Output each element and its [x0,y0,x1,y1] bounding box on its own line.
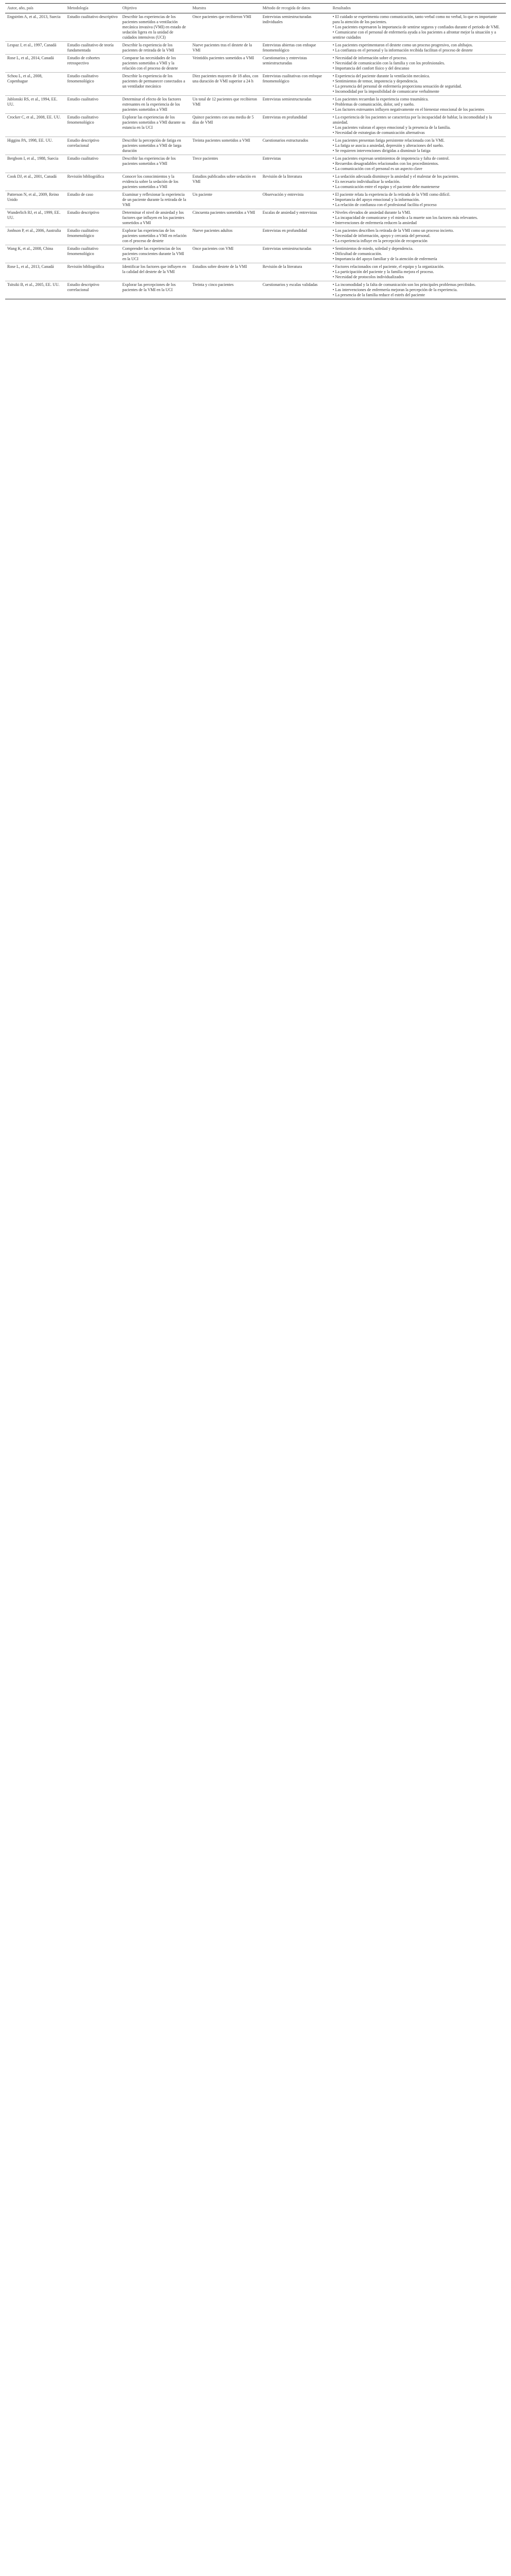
cell-author: Engström A, et al., 2013, Suecia [7,14,61,19]
cell-collection: Entrevistas en profundidad [262,228,307,233]
table-row [5,245,506,263]
cell-author: Lespaz J, et al., 1997, Canadá [7,43,57,47]
cell-objective: Explorar las experiencias de los pacientes sometidos a VMI durante su estancia en la UCI [122,115,185,130]
cell-author: Jablonski RS, et al., 1994, EE. UU. [7,97,58,107]
cell-sample: Nueve pacientes tras el destete de la VMI [192,43,252,53]
cell-results: • Experiencia del paciente durante la ventilación mecánica. • Sentimientos de temor, impotencia y dependencia. • La presencia del personal de enfermería proporciona sensación de seguridad. • Incomodidad por la imposibilidad de comunicarse verbalmente [332,74,462,94]
cell-collection: Cuestionarios y entrevistas semiestructuradas [262,56,307,65]
table-row [5,42,506,55]
table-body [5,13,506,299]
cell-method: Estudio cualitativo fenomenológico [67,228,98,238]
table-row [5,96,506,114]
table-row [5,73,506,96]
cell-results: • Los pacientes recuerdan la experiencia como traumática. • Problemas de comunicación, dolor, sed y sueño. • Los factores estresantes influyen negativamente en el bienestar emocional de los pacientes [332,97,485,112]
cell-results: • El cuidado se experimenta como comunicación, tanto verbal como no verbal, lo que es importante para la atención de los pacientes. • Los pacientes expresaron la importancia de sentirse seguros y confiados durante el periodo de VMI. • Comunicarse con el personal de enfermería ayuda a los pacientes a afrontar mejor la situación y a sentirse cuidados [332,14,500,40]
cell-sample: Diez pacientes mayores de 18 años, con una duración de VMI superior a 24 h [192,74,259,83]
header-author: Autor, año, país [5,4,65,13]
cell-author: Crocker C, et al., 2008, EE. UU. [7,115,61,120]
cell-objective: Describir la experiencia de los pacientes de retirada de la VMI [122,43,175,53]
cell-objective: Examinar y reflexionar la experiencia de un paciente durante la retirada de la VMI [122,192,186,207]
cell-collection: Entrevistas semiestructuradas individuales [262,14,312,24]
cell-method: Revisión bibliográfica [67,264,104,269]
cell-sample: Un total de 12 pacientes que recibieron VMI [192,97,257,107]
cell-objective: Describir la percepción de fatiga en pacientes sometidos a VMI de larga duración [122,138,182,153]
cell-author: Cook DJ, et al., 2001, Canadá [7,174,57,179]
cell-results: • Necesidad de información sobre el proceso. • Necesidad de comunicación con la familia y con los profesionales. • Importancia del confort físico y del descanso [332,56,445,71]
cell-method: Revisión bibliográfica [67,174,104,179]
cell-method: Estudio cualitativo fenomenológico [67,115,98,125]
cell-results: • Los pacientes experimentaron el destete como un proceso progresivo, con altibajos. • La confianza en el personal y la información recibida facilitan el proceso de destete [332,43,473,53]
cell-objective: Determinar el efecto de los factores estresantes en la experiencia de los pacientes sometidos a VMI [122,97,181,112]
table-row [5,281,506,299]
table-row [5,227,506,245]
cell-objective: Identificar los factores que influyen en la calidad del destete de la VMI [122,264,186,274]
cell-objective: Determinar el nivel de ansiedad y los factores que influyen en los pacientes sometidos a VMI [122,210,184,225]
table-row [5,173,506,191]
table-row [5,114,506,137]
cell-results: • La sedación adecuada disminuye la ansiedad y el malestar de los pacientes. • Es necesario individualizar la sedación. • La comunicación entre el equipo y el paciente debe mantenerse [332,174,459,189]
cell-method: Estudio cualitativo descriptivo [67,14,118,19]
cell-results: • Los pacientes presentan fatiga persistente relacionada con la VMI. • La fatiga se asocia a ansiedad, depresión y alteraciones del sueño. • Se requieren intervenciones dirigidas a disminuir la fatiga [332,138,445,153]
header-objective: Objetivo [121,4,191,13]
cell-method: Estudio de caso [67,192,93,197]
cell-collection: Cuestionarios y escalas validadas [262,282,318,287]
cell-sample: Quince pacientes con una media de 5 días de VMI [192,115,254,125]
cell-author: Bergbom I, et al., 1988, Suecia [7,156,59,161]
studies-table [5,3,506,299]
cell-method: Estudio cualitativo de teoría fundamentada [67,43,114,53]
cell-author: Tsitsiki B, et al., 2005, EE. UU. [7,282,60,287]
cell-results: • Los pacientes expresan sentimientos de impotencia y falta de control. • Recuerdos desagradables relacionados con los procedimientos. • La comunicación con el personal es un aspecto clave [332,156,450,171]
cell-results: • El paciente relata la experiencia de la retirada de la VMI como difícil. • Importancia del apoyo emocional y la información. • La relación de confianza con el profesional facilita el proceso [332,192,451,207]
cell-results: • Niveles elevados de ansiedad durante la VMI. • La incapacidad de comunicarse y el miedo a la muerte son los factores más relevantes. • Intervenciones de enfermería reducen la ansiedad [332,210,478,225]
table-row [5,263,506,281]
cell-method: Estudio cualitativo [67,156,98,161]
cell-sample: Once pacientes con VMI [192,246,234,251]
table-row [5,155,506,173]
cell-author: Wunderlich RJ, et al., 1999, EE. UU. [7,210,61,220]
cell-results: • La incomodidad y la falta de comunicación son los principales problemas percibidos. • Las intervenciones de enfermería mejoran la percepción de la experiencia. • La presencia de la familia reduce el estrés del paciente [332,282,476,297]
cell-method: Estudio descriptivo [67,210,99,215]
cell-objective: Conocer los conocimientos y la evidencia sobre la sedación de los pacientes sometidos a VMI [122,174,179,189]
cell-objective: Explorar las percepciones de los pacientes de la VMI en la UCI [122,282,176,292]
cell-objective: Describir la experiencia de los pacientes de permanecer conectados a un ventilador mecánico [122,74,185,89]
cell-objective: Comparar las necesidades de los pacientes sometidos a VMI y la relación con el proceso de destete [122,56,178,71]
cell-sample: Treinta y cinco pacientes [192,282,234,287]
cell-author: Higgins PA, 1998, EE. UU. [7,138,53,143]
cell-sample: Treinta pacientes sometidos a VMI [192,138,250,143]
cell-collection: Entrevistas semiestructuradas [262,97,312,101]
table-row [5,137,506,155]
cell-sample: Once pacientes que recibieron VMI [192,14,251,19]
cell-author: Rose L, et al., 2014, Canadá [7,56,54,60]
cell-method: Estudio de cohortes retrospectivo [67,56,100,65]
cell-objective: Describir las experiencias de los pacientes sometidos a ventilación mecánica invasiva (VMI) en estado de sedación ligera en la unidad de cuidados intensivos (UCI) [122,14,186,40]
table-row [5,13,506,42]
cell-author: Wang K, et al., 2008, China [7,246,53,251]
cell-sample: Un paciente [192,192,213,197]
cell-author: Patterson N, et al., 2009, Reino Unido [7,192,59,202]
cell-objective: Comprender las experiencias de los pacientes conscientes durante la VMI en la UCI [122,246,184,261]
table-row [5,55,506,73]
cell-method: Estudio cualitativo fenomenológico [67,246,98,256]
table-row [5,191,506,209]
cell-collection: Entrevistas abiertas con enfoque fenomenológico [262,43,316,53]
cell-objective: Explorar las experiencias de los pacientes sometidos a VMI en relación con el proceso de destete [122,228,187,243]
cell-sample: Cincuenta pacientes sometidos a VMI [192,210,256,215]
cell-results: • Los pacientes describen la retirada de la VMI como un proceso incierto. • Necesidad de información, apoyo y cercanía del personal. • La experiencia influye en la percepción de recuperación [332,228,454,243]
cell-collection: Revisión de la literatura [262,174,302,179]
cell-method: Estudio cualitativo fenomenológico [67,74,98,83]
cell-sample: Estudios publicados sobre sedación en VMI [192,174,256,184]
cell-author: Rose L, et al., 2013, Canadá [7,264,54,269]
cell-collection: Entrevistas semiestructuradas [262,246,312,251]
cell-collection: Observación y entrevista [262,192,304,197]
cell-collection: Entrevistas [262,156,281,161]
cell-sample: Estudios sobre destete de la VMI [192,264,247,269]
document-page [5,0,506,302]
header-results: Resultados [331,4,506,13]
cell-collection: Revisión de la literatura [262,264,302,269]
cell-author: Schou L, et al., 2008, Copenhague [7,74,43,83]
cell-results: • Factores relacionados con el paciente, el equipo y la organización. • La participación del paciente y la familia mejora el proceso. • Necesidad de protocolos individualizados [332,264,445,279]
table-header-row [5,4,506,13]
cell-sample: Nueve pacientes adultos [192,228,233,233]
cell-results: • Sentimientos de miedo, soledad y dependencia. • Dificultad de comunicación. • Importancia del apoyo familiar y de la atención de enfermería [332,246,437,261]
cell-collection: Entrevistas cualitativas con enfoque fenomenológico [262,74,322,83]
cell-method: Estudio descriptivo correlacional [67,138,99,148]
cell-sample: Veintidós pacientes sometidos a VMI [192,56,254,60]
cell-sample: Trece pacientes [192,156,218,161]
header-collection: Método de recogida de datos [261,4,331,13]
cell-author: Jonhson P, et al., 2006, Australia [7,228,61,233]
cell-method: Estudio descriptivo correlacional [67,282,99,292]
cell-collection: Escalas de ansiedad y entrevistas [262,210,317,215]
cell-collection: Cuestionarios estructurados [262,138,309,143]
cell-collection: Entrevistas en profundidad [262,115,307,120]
cell-method: Estudio cualitativo [67,97,98,101]
cell-objective: Describir las experiencias de los pacientes sometidos a VMI [122,156,176,166]
header-method: Metodología [65,4,121,13]
cell-results: • La experiencia de los pacientes se caracteriza por la incapacidad de hablar, la incomodidad y la ansiedad. • Los pacientes valoran el apoyo emocional y la presencia de la familia. • Necesidad de estrategias de comunicación alternativas [332,115,492,135]
header-sample: Muestra [191,4,261,13]
table-row [5,209,506,227]
